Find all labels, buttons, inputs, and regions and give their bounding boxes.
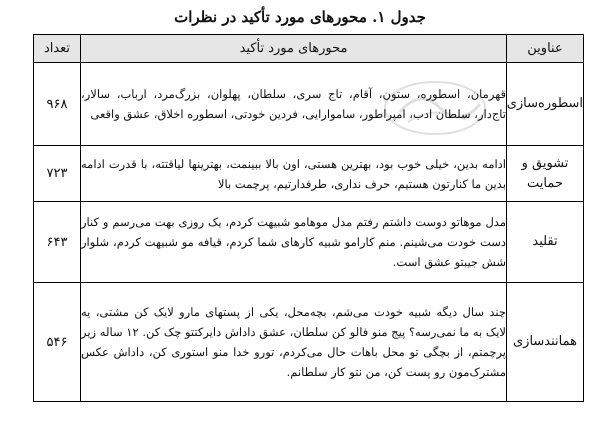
row-topic: اسطوره‌سازی bbox=[507, 63, 584, 146]
row-count: ۹۶۸ bbox=[34, 63, 81, 146]
table-row bbox=[34, 202, 584, 283]
row-count: ۶۴۳ bbox=[34, 202, 81, 283]
row-topic: تشویق و حمایت bbox=[507, 146, 584, 202]
table-row bbox=[34, 63, 584, 146]
row-themes: چند سال دیگه شبیه خودت می‌شم، بچه‌محل، یکی از پستهای مارو لایک کن مشتی، یه لایک به ما نمی‌رسه؟ پیج منو فالو کن سلطان، عشق داداش دایرکتتو چک کن. ۱۲ ساله زیر پرچمتم، از بچگی تو محل باهات حال می‌کردم، تورو خدا منو استوری کن، داداش عکس مشترک‌مون رو پست کن، من نتو کار سلطانم. bbox=[81, 283, 507, 402]
row-count: ۷۲۳ bbox=[34, 146, 81, 202]
row-count: ۵۴۶ bbox=[34, 283, 81, 402]
row-themes: قهرمان، اسطوره، ستون، آقام، تاج سری، سلطان، پهلوان، بزرگ‌مرد، ارباب، سالار، تاج‌دار، سلطان ادب، امپراطور، ساموارایی، فردین خودتی، اسطوره اخلاق، عشق واقعی bbox=[81, 63, 507, 146]
row-topic: همانندسازی bbox=[507, 283, 584, 402]
header-topics: عناوین bbox=[507, 35, 584, 63]
row-themes: مدل موهاتو دوست داشتم رفتم مدل موهامو شبیهت کردم، یک روزی بهت می‌رسم و کنار دست خودت می‌شینم. منم کارامو شبیه کارهای شما کردم، قیافه مو شبیهت کردم، شلوار شش جیبتو عشق است. bbox=[81, 202, 507, 283]
table-header-row bbox=[34, 35, 584, 63]
themes-table bbox=[33, 34, 584, 402]
header-count: تعداد bbox=[34, 35, 81, 63]
table-caption: جدول ۱. محورهای مورد تأکید در نظرات bbox=[174, 8, 426, 26]
row-topic: تقلید bbox=[507, 202, 584, 283]
table-row bbox=[34, 146, 584, 202]
header-themes: محورهای مورد تأکید bbox=[81, 35, 507, 63]
row-themes: ادامه بدین، خیلی خوب بود، بهترین هستی، اون بالا ببینمت، بهترینها لیاقتته، با قدرت ادامه بدین ما کنارتون هستیم، حرف نداری، طرفدارتیم، پرچمت بالا bbox=[81, 146, 507, 202]
table-row bbox=[34, 283, 584, 402]
